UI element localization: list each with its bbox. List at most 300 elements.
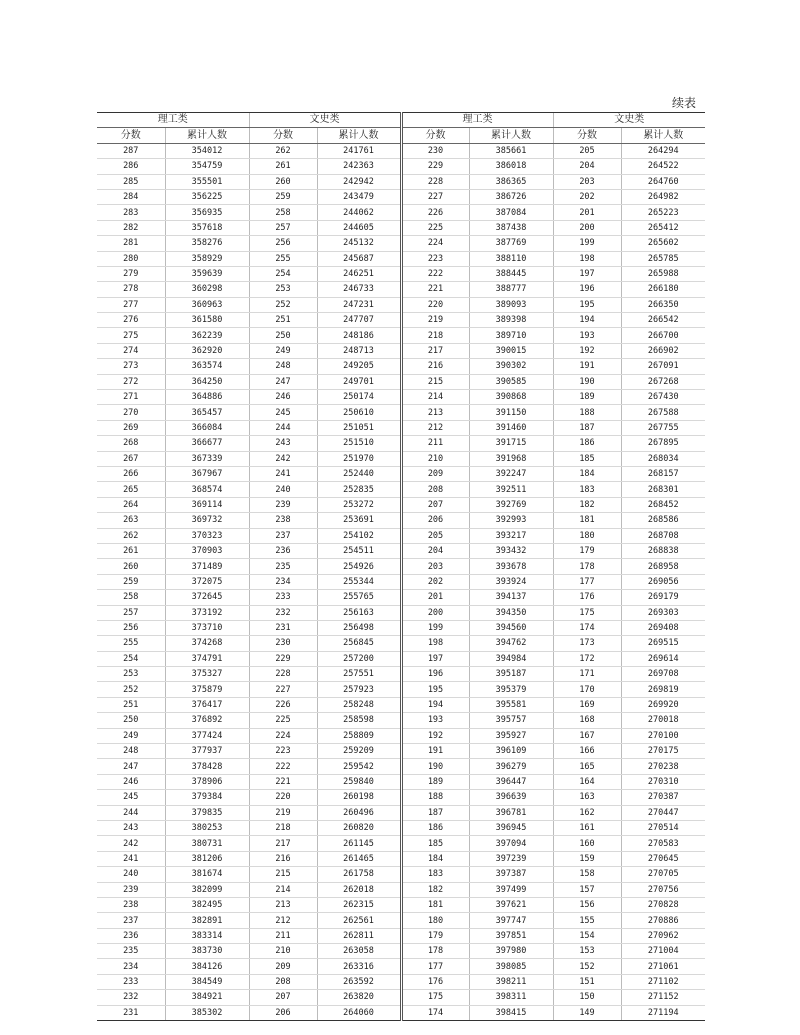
score-cell: 156 bbox=[553, 897, 621, 912]
cumulative-cell: 357618 bbox=[165, 220, 249, 235]
score-cell: 242 bbox=[97, 836, 165, 851]
cumulative-cell: 354012 bbox=[165, 143, 249, 158]
cumulative-cell: 268301 bbox=[621, 482, 705, 497]
cumulative-cell: 251051 bbox=[317, 420, 401, 435]
cumulative-cell: 242942 bbox=[317, 174, 401, 189]
cumulative-cell: 270583 bbox=[621, 836, 705, 851]
score-cell: 183 bbox=[553, 482, 621, 497]
score-cell: 252 bbox=[97, 682, 165, 697]
cumulative-cell: 266350 bbox=[621, 297, 705, 312]
cumulative-cell: 255344 bbox=[317, 574, 401, 589]
cumulative-cell: 247707 bbox=[317, 313, 401, 328]
cumulative-cell: 270387 bbox=[621, 790, 705, 805]
score-cell: 251 bbox=[97, 697, 165, 712]
score-cell: 218 bbox=[401, 328, 469, 343]
cumulative-cell: 258598 bbox=[317, 713, 401, 728]
cumulative-cell: 391460 bbox=[469, 420, 553, 435]
score-cell: 235 bbox=[249, 559, 317, 574]
table-row bbox=[97, 928, 705, 943]
cumulative-cell: 388777 bbox=[469, 282, 553, 297]
score-cell: 185 bbox=[401, 836, 469, 851]
score-cell: 193 bbox=[401, 713, 469, 728]
score-cell: 237 bbox=[97, 913, 165, 928]
table-row bbox=[97, 236, 705, 251]
score-cell: 266 bbox=[97, 466, 165, 481]
cumulative-cell: 370903 bbox=[165, 543, 249, 558]
score-cell: 230 bbox=[249, 636, 317, 651]
score-cell: 265 bbox=[97, 482, 165, 497]
cumulative-cell: 270310 bbox=[621, 774, 705, 789]
score-cell: 244 bbox=[97, 805, 165, 820]
score-cell: 171 bbox=[553, 667, 621, 682]
score-cell: 239 bbox=[249, 497, 317, 512]
cumulative-cell: 259209 bbox=[317, 744, 401, 759]
score-header: 分数 bbox=[249, 128, 317, 143]
cumulative-cell: 372075 bbox=[165, 574, 249, 589]
score-cell: 209 bbox=[249, 959, 317, 974]
score-cell: 189 bbox=[553, 390, 621, 405]
score-cell: 258 bbox=[249, 205, 317, 220]
score-cell: 228 bbox=[401, 174, 469, 189]
cumulative-cell: 360298 bbox=[165, 282, 249, 297]
score-cell: 285 bbox=[97, 174, 165, 189]
table-row bbox=[97, 913, 705, 928]
cumulative-cell: 263820 bbox=[317, 990, 401, 1005]
cumulative-cell: 269819 bbox=[621, 682, 705, 697]
cumulative-cell: 263058 bbox=[317, 944, 401, 959]
cumulative-cell: 264760 bbox=[621, 174, 705, 189]
cumulative-cell: 271152 bbox=[621, 990, 705, 1005]
score-cell: 177 bbox=[401, 959, 469, 974]
score-cell: 164 bbox=[553, 774, 621, 789]
cumulative-cell: 262561 bbox=[317, 913, 401, 928]
cumulative-cell: 266180 bbox=[621, 282, 705, 297]
cumulative-cell: 259542 bbox=[317, 759, 401, 774]
score-cell: 212 bbox=[401, 420, 469, 435]
cumulative-cell: 250610 bbox=[317, 405, 401, 420]
cumulative-cell: 392247 bbox=[469, 466, 553, 481]
cumulative-cell: 392511 bbox=[469, 482, 553, 497]
cumulative-cell: 395581 bbox=[469, 697, 553, 712]
cumulative-cell: 259840 bbox=[317, 774, 401, 789]
cumulative-cell: 382495 bbox=[165, 897, 249, 912]
cumulative-cell: 269408 bbox=[621, 620, 705, 635]
cumulative-cell: 358276 bbox=[165, 236, 249, 251]
table-row bbox=[97, 390, 705, 405]
score-cell: 201 bbox=[553, 205, 621, 220]
table-row bbox=[97, 328, 705, 343]
cumulative-cell: 384921 bbox=[165, 990, 249, 1005]
table-row bbox=[97, 620, 705, 635]
cumulative-cell: 383314 bbox=[165, 928, 249, 943]
cumulative-cell: 380253 bbox=[165, 820, 249, 835]
score-cell: 253 bbox=[249, 282, 317, 297]
score-cell: 280 bbox=[97, 251, 165, 266]
table-row bbox=[97, 728, 705, 743]
score-cell: 206 bbox=[401, 513, 469, 528]
cumulative-cell: 243479 bbox=[317, 189, 401, 204]
cumulative-cell: 245132 bbox=[317, 236, 401, 251]
cumulative-cell: 391150 bbox=[469, 405, 553, 420]
cumulative-cell: 254926 bbox=[317, 559, 401, 574]
cumulative-cell: 397499 bbox=[469, 882, 553, 897]
score-cell: 224 bbox=[249, 728, 317, 743]
cumulative-cell: 381674 bbox=[165, 867, 249, 882]
cumulative-cell: 268958 bbox=[621, 559, 705, 574]
cumulative-cell: 263592 bbox=[317, 974, 401, 989]
table-row bbox=[97, 297, 705, 312]
score-cell: 246 bbox=[249, 390, 317, 405]
cumulative-cell: 247231 bbox=[317, 297, 401, 312]
cumulative-cell: 397094 bbox=[469, 836, 553, 851]
cumulative-cell: 364250 bbox=[165, 374, 249, 389]
cumulative-cell: 361580 bbox=[165, 313, 249, 328]
score-cell: 222 bbox=[249, 759, 317, 774]
cumulative-cell: 252835 bbox=[317, 482, 401, 497]
cumulative-cell: 393432 bbox=[469, 543, 553, 558]
cumulative-cell: 268034 bbox=[621, 451, 705, 466]
score-cell: 236 bbox=[249, 543, 317, 558]
score-cell: 182 bbox=[401, 882, 469, 897]
cumulative-cell: 375879 bbox=[165, 682, 249, 697]
cumulative-cell: 393217 bbox=[469, 528, 553, 543]
cumulative-cell: 378428 bbox=[165, 759, 249, 774]
score-cell: 230 bbox=[401, 143, 469, 158]
score-cell: 221 bbox=[249, 774, 317, 789]
score-cell: 223 bbox=[401, 251, 469, 266]
score-cell: 251 bbox=[249, 313, 317, 328]
cumulative-cell: 388445 bbox=[469, 266, 553, 281]
score-cell: 202 bbox=[553, 189, 621, 204]
score-cell: 282 bbox=[97, 220, 165, 235]
score-cell: 215 bbox=[249, 867, 317, 882]
cumulative-cell: 391968 bbox=[469, 451, 553, 466]
cumulative-cell: 394350 bbox=[469, 605, 553, 620]
cumulative-cell: 381206 bbox=[165, 851, 249, 866]
cumulative-cell: 269708 bbox=[621, 667, 705, 682]
table-row bbox=[97, 1005, 705, 1020]
cumulative-cell: 263316 bbox=[317, 959, 401, 974]
cumulative-cell: 269920 bbox=[621, 697, 705, 712]
score-cell: 274 bbox=[97, 343, 165, 358]
score-cell: 192 bbox=[553, 343, 621, 358]
cumulative-cell: 374268 bbox=[165, 636, 249, 651]
score-cell: 149 bbox=[553, 1005, 621, 1020]
score-cell: 213 bbox=[401, 405, 469, 420]
score-cell: 160 bbox=[553, 836, 621, 851]
cumulative-cell: 270828 bbox=[621, 897, 705, 912]
score-cell: 210 bbox=[401, 451, 469, 466]
table-row bbox=[97, 220, 705, 235]
score-cell: 184 bbox=[553, 466, 621, 481]
cumulative-cell: 264522 bbox=[621, 159, 705, 174]
table-row bbox=[97, 451, 705, 466]
score-cell: 255 bbox=[97, 636, 165, 651]
score-cell: 203 bbox=[553, 174, 621, 189]
cumulative-cell: 386726 bbox=[469, 189, 553, 204]
cumulative-cell: 390868 bbox=[469, 390, 553, 405]
score-cell: 256 bbox=[249, 236, 317, 251]
score-cell: 221 bbox=[401, 282, 469, 297]
cumulative-cell: 379384 bbox=[165, 790, 249, 805]
cumulative-cell: 249205 bbox=[317, 359, 401, 374]
cumulative-cell: 358929 bbox=[165, 251, 249, 266]
score-cell: 245 bbox=[97, 790, 165, 805]
cumulative-cell: 257551 bbox=[317, 667, 401, 682]
score-cell: 186 bbox=[553, 436, 621, 451]
cumulative-cell: 394560 bbox=[469, 620, 553, 635]
score-cell: 196 bbox=[553, 282, 621, 297]
score-cell: 281 bbox=[97, 236, 165, 251]
cumulative-cell: 269303 bbox=[621, 605, 705, 620]
cumulative-cell: 397747 bbox=[469, 913, 553, 928]
score-cell: 257 bbox=[249, 220, 317, 235]
score-cell: 250 bbox=[249, 328, 317, 343]
cumulative-cell: 396945 bbox=[469, 820, 553, 835]
cumulative-cell: 385302 bbox=[165, 1005, 249, 1020]
score-cell: 176 bbox=[401, 974, 469, 989]
cumulative-cell: 268838 bbox=[621, 543, 705, 558]
score-cell: 177 bbox=[553, 574, 621, 589]
score-cell: 203 bbox=[401, 559, 469, 574]
score-cell: 163 bbox=[553, 790, 621, 805]
score-cell: 264 bbox=[97, 497, 165, 512]
cumulative-cell: 249701 bbox=[317, 374, 401, 389]
cumulative-cell: 396109 bbox=[469, 744, 553, 759]
score-cell: 220 bbox=[401, 297, 469, 312]
cumulative-cell: 389710 bbox=[469, 328, 553, 343]
score-cell: 267 bbox=[97, 451, 165, 466]
cumulative-cell: 367339 bbox=[165, 451, 249, 466]
score-cell: 200 bbox=[401, 605, 469, 620]
cumulative-cell: 398085 bbox=[469, 959, 553, 974]
score-cell: 247 bbox=[97, 759, 165, 774]
table-row bbox=[97, 636, 705, 651]
cumulative-cell: 386365 bbox=[469, 174, 553, 189]
cumulative-cell: 379835 bbox=[165, 805, 249, 820]
table-row bbox=[97, 590, 705, 605]
score-cell: 258 bbox=[97, 590, 165, 605]
table-row bbox=[97, 574, 705, 589]
score-cell: 262 bbox=[249, 143, 317, 158]
score-cell: 198 bbox=[401, 636, 469, 651]
cumulative-cell: 374791 bbox=[165, 651, 249, 666]
score-cell: 216 bbox=[249, 851, 317, 866]
cumulative-cell: 250174 bbox=[317, 390, 401, 405]
score-cell: 219 bbox=[249, 805, 317, 820]
cumulative-cell: 252440 bbox=[317, 466, 401, 481]
cumulative-cell: 397980 bbox=[469, 944, 553, 959]
score-cell: 211 bbox=[401, 436, 469, 451]
score-cell: 259 bbox=[97, 574, 165, 589]
score-cell: 190 bbox=[401, 759, 469, 774]
cumulative-cell: 254102 bbox=[317, 528, 401, 543]
cumulative-cell: 271194 bbox=[621, 1005, 705, 1020]
cumulative-cell: 251970 bbox=[317, 451, 401, 466]
science-header: 理工类 bbox=[97, 113, 249, 128]
score-cell: 200 bbox=[553, 220, 621, 235]
score-cell: 209 bbox=[401, 466, 469, 481]
cumulative-cell: 264294 bbox=[621, 143, 705, 158]
score-cell: 262 bbox=[97, 528, 165, 543]
cumulative-cell: 362239 bbox=[165, 328, 249, 343]
score-cell: 175 bbox=[553, 605, 621, 620]
score-cell: 223 bbox=[249, 744, 317, 759]
table-row bbox=[97, 343, 705, 358]
score-cell: 268 bbox=[97, 436, 165, 451]
score-cell: 181 bbox=[401, 897, 469, 912]
cumulative-cell: 397851 bbox=[469, 928, 553, 943]
cumulative-cell: 268157 bbox=[621, 466, 705, 481]
cumulative-cell: 366677 bbox=[165, 436, 249, 451]
cumulative-cell: 265412 bbox=[621, 220, 705, 235]
cumulative-cell: 268452 bbox=[621, 497, 705, 512]
cumulative-cell: 269515 bbox=[621, 636, 705, 651]
cumulative-cell: 253272 bbox=[317, 497, 401, 512]
score-cell: 197 bbox=[401, 651, 469, 666]
score-cell: 243 bbox=[97, 820, 165, 835]
cumulative-cell: 371489 bbox=[165, 559, 249, 574]
cumulative-cell: 270238 bbox=[621, 759, 705, 774]
score-cell: 199 bbox=[553, 236, 621, 251]
score-cell: 174 bbox=[553, 620, 621, 635]
cumulative-cell: 366084 bbox=[165, 420, 249, 435]
score-cell: 242 bbox=[249, 451, 317, 466]
cumulative-cell: 360963 bbox=[165, 297, 249, 312]
cumulative-cell: 267430 bbox=[621, 390, 705, 405]
cumulative-cell: 395927 bbox=[469, 728, 553, 743]
table-row bbox=[97, 482, 705, 497]
cumulative-header: 累计人数 bbox=[165, 128, 249, 143]
cumulative-cell: 248186 bbox=[317, 328, 401, 343]
score-cell: 257 bbox=[97, 605, 165, 620]
cumulative-cell: 254511 bbox=[317, 543, 401, 558]
table-row bbox=[97, 682, 705, 697]
cumulative-cell: 387084 bbox=[469, 205, 553, 220]
table-row bbox=[97, 944, 705, 959]
cumulative-cell: 393924 bbox=[469, 574, 553, 589]
score-cell: 167 bbox=[553, 728, 621, 743]
score-cell: 214 bbox=[401, 390, 469, 405]
cumulative-cell: 266902 bbox=[621, 343, 705, 358]
cumulative-cell: 246733 bbox=[317, 282, 401, 297]
score-cell: 241 bbox=[249, 466, 317, 481]
score-cell: 243 bbox=[249, 436, 317, 451]
score-cell: 220 bbox=[249, 790, 317, 805]
cumulative-cell: 265785 bbox=[621, 251, 705, 266]
score-cell: 210 bbox=[249, 944, 317, 959]
score-cell: 232 bbox=[97, 990, 165, 1005]
cumulative-cell: 267895 bbox=[621, 436, 705, 451]
cumulative-cell: 387438 bbox=[469, 220, 553, 235]
score-cell: 226 bbox=[249, 697, 317, 712]
score-cell: 201 bbox=[401, 590, 469, 605]
score-cell: 169 bbox=[553, 697, 621, 712]
score-cell: 176 bbox=[553, 590, 621, 605]
score-cell: 205 bbox=[401, 528, 469, 543]
cumulative-cell: 385661 bbox=[469, 143, 553, 158]
cumulative-cell: 270645 bbox=[621, 851, 705, 866]
score-cell: 271 bbox=[97, 390, 165, 405]
table-row bbox=[97, 497, 705, 512]
table-row bbox=[97, 851, 705, 866]
cumulative-cell: 260496 bbox=[317, 805, 401, 820]
score-cell: 190 bbox=[553, 374, 621, 389]
score-cell: 255 bbox=[249, 251, 317, 266]
score-cell: 150 bbox=[553, 990, 621, 1005]
cumulative-cell: 395379 bbox=[469, 682, 553, 697]
cumulative-cell: 390302 bbox=[469, 359, 553, 374]
cumulative-cell: 262811 bbox=[317, 928, 401, 943]
score-cell: 252 bbox=[249, 297, 317, 312]
cumulative-cell: 386018 bbox=[469, 159, 553, 174]
table-row bbox=[97, 605, 705, 620]
score-cell: 233 bbox=[97, 974, 165, 989]
score-cell: 202 bbox=[401, 574, 469, 589]
score-cell: 238 bbox=[249, 513, 317, 528]
cumulative-header: 累计人数 bbox=[317, 128, 401, 143]
score-cell: 207 bbox=[249, 990, 317, 1005]
score-cell: 270 bbox=[97, 405, 165, 420]
cumulative-cell: 269056 bbox=[621, 574, 705, 589]
score-cell: 224 bbox=[401, 236, 469, 251]
cumulative-cell: 394984 bbox=[469, 651, 553, 666]
score-cell: 183 bbox=[401, 867, 469, 882]
cumulative-cell: 376892 bbox=[165, 713, 249, 728]
cumulative-cell: 365457 bbox=[165, 405, 249, 420]
table-row bbox=[97, 513, 705, 528]
cumulative-cell: 354759 bbox=[165, 159, 249, 174]
score-cell: 179 bbox=[401, 928, 469, 943]
score-cell: 219 bbox=[401, 313, 469, 328]
cumulative-cell: 391715 bbox=[469, 436, 553, 451]
score-cell: 277 bbox=[97, 297, 165, 312]
score-cell: 208 bbox=[401, 482, 469, 497]
score-cell: 185 bbox=[553, 451, 621, 466]
cumulative-cell: 271004 bbox=[621, 944, 705, 959]
cumulative-cell: 248713 bbox=[317, 343, 401, 358]
score-cell: 153 bbox=[553, 944, 621, 959]
score-cell: 240 bbox=[249, 482, 317, 497]
score-cell: 194 bbox=[553, 313, 621, 328]
score-cell: 170 bbox=[553, 682, 621, 697]
score-cell: 248 bbox=[97, 744, 165, 759]
table-row bbox=[97, 466, 705, 481]
score-cell: 211 bbox=[249, 928, 317, 943]
table-row bbox=[97, 436, 705, 451]
score-table bbox=[97, 112, 705, 1021]
table-row bbox=[97, 282, 705, 297]
score-cell: 261 bbox=[249, 159, 317, 174]
science-header: 理工类 bbox=[401, 113, 553, 128]
cumulative-header: 累计人数 bbox=[469, 128, 553, 143]
cumulative-cell: 395187 bbox=[469, 667, 553, 682]
table-row bbox=[97, 774, 705, 789]
score-cell: 216 bbox=[401, 359, 469, 374]
cumulative-cell: 258809 bbox=[317, 728, 401, 743]
cumulative-cell: 384549 bbox=[165, 974, 249, 989]
score-cell: 263 bbox=[97, 513, 165, 528]
column-header-row bbox=[97, 128, 705, 143]
score-cell: 174 bbox=[401, 1005, 469, 1020]
score-cell: 208 bbox=[249, 974, 317, 989]
score-cell: 204 bbox=[553, 159, 621, 174]
cumulative-cell: 267588 bbox=[621, 405, 705, 420]
cumulative-cell: 396447 bbox=[469, 774, 553, 789]
table-row bbox=[97, 897, 705, 912]
score-cell: 155 bbox=[553, 913, 621, 928]
cumulative-cell: 262018 bbox=[317, 882, 401, 897]
